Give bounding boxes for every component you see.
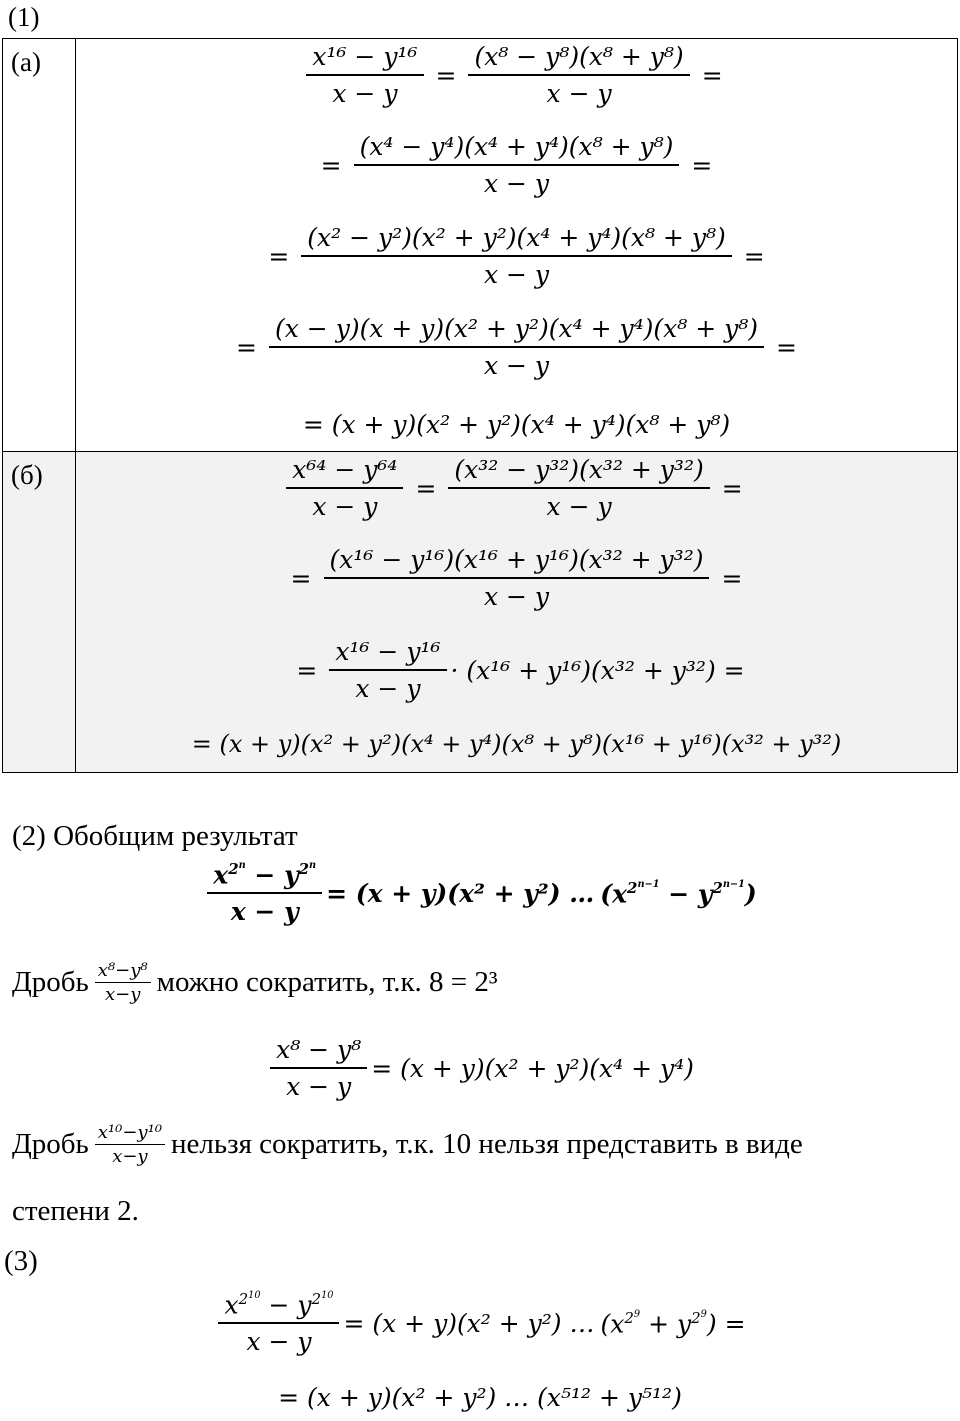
- fraction: $\frac{\text{x¹⁶ − y¹⁶}}{x - y}$: [306, 42, 423, 108]
- part-b-line-3: = $\frac{\text{x¹⁶ − y¹⁶}}{x - y}$ · (x¹⁶ + y¹⁶)(x³² + y³²) =: [296, 637, 745, 703]
- section-3-label: (3): [4, 1245, 38, 1277]
- part-b-label: (б): [11, 460, 43, 490]
- label-cell-b: [3, 452, 76, 773]
- part-b-line-4: = (x + y)(x² + y²)(x⁴ + y⁴)(x⁸ + y⁸)(x¹⁶ + y¹⁶)(x³² + y³²): [191, 730, 842, 758]
- fraction: $\frac{\text{x⁶⁴ − y⁶⁴}}{x - y}$: [286, 455, 403, 521]
- part-a-label: (а): [11, 47, 41, 77]
- fraction: $\frac{\text{x⁸ − y⁸}}{x - y}$: [270, 1035, 367, 1101]
- part-a-line-4: = $\frac{\text{(x − y)(x + y)(x² + y²)(x⁴ + y⁴)(x⁸ + y⁸)}}{x - y}$ =: [236, 314, 797, 380]
- drob-8-text: Дробь $\frac{\text{x⁸−y⁸}}{x-y}$ можно сократить, т.к. 8 = 2³: [12, 960, 498, 1005]
- fraction: $\frac{\text{(x² − y²)(x² + y²)(x⁴ + y⁴)(x⁸ + y⁸)}}{x - y}$: [301, 223, 731, 289]
- part-a-line-1: $\frac{\text{x¹⁶ − y¹⁶}}{x - y}$ = $\frac{\text{(x⁸ − y⁸)(x⁸ + y⁸)}}{x - y}$ =: [75, 42, 958, 108]
- fraction: $\frac{x^{2^n} - y^{2^n}}{x - y}$: [207, 860, 322, 926]
- fraction: $\frac{\text{(x¹⁶ − y¹⁶)(x¹⁶ + y¹⁶)(x³² + y³²)}}{x - y}$: [324, 545, 710, 611]
- eq-8: $\frac{\text{x⁸ − y⁸}}{x - y}$ = (x + y)(x² + y²)(x⁴ + y⁴): [0, 1035, 960, 1101]
- general-formula: $\frac{x^{2^n} - y^{2^n}}{x - y}$ = (x + y)(x² + y²) … $(x^{2^{n-1}} - y^{2^{n-1}})$: [0, 860, 960, 926]
- part-b-line-2: = $\frac{\text{(x¹⁶ − y¹⁶)(x¹⁶ + y¹⁶)(x³² + y³²)}}{x - y}$ =: [290, 545, 743, 611]
- drob-10-text: Дробь $\frac{\text{x¹⁰−y¹⁰}}{x-y}$ нельзя сократить, т.к. 10 нельзя представить в виде: [12, 1122, 803, 1167]
- fraction: $\frac{\text{x¹⁰−y¹⁰}}{x-y}$: [95, 1122, 165, 1167]
- part-a-line-2: = $\frac{\text{(x⁴ − y⁴)(x⁴ + y⁴)(x⁸ + y⁸)}}{x - y}$ =: [320, 132, 713, 198]
- part-a-line-5: = (x + y)(x² + y²)(x⁴ + y⁴)(x⁸ + y⁸): [302, 410, 731, 439]
- fraction: $\frac{\text{(x³² − y³²)(x³² + y³²)}}{x - y}$: [448, 455, 709, 521]
- fraction: $\frac{\text{(x⁸ − y⁸)(x⁸ + y⁸)}}{x - y}$: [468, 42, 689, 108]
- s3-line-1: $\frac{x^{2^{10}} - y^{2^{10}}}{x - y}$ = (x + y)(x² + y²) … $(x^{2^9} + y^{2^9})$ =: [0, 1290, 960, 1356]
- part-b-line-1: $\frac{\text{x⁶⁴ − y⁶⁴}}{x - y}$ = $\frac{\text{(x³² − y³²)(x³² + y³²)}}{x - y}$ =: [75, 455, 958, 521]
- section-1-label: (1): [8, 2, 40, 32]
- fraction: $\frac{x^{2^{10}} - y^{2^{10}}}{x - y}$: [218, 1290, 339, 1356]
- s3-line-2: = (x + y)(x² + y²) … (x⁵¹² + y⁵¹²): [278, 1383, 682, 1412]
- part-a-line-3: = $\frac{\text{(x² − y²)(x² + y²)(x⁴ + y⁴)(x⁸ + y⁸)}}{x - y}$ =: [268, 223, 765, 289]
- label-cell-a: [3, 39, 76, 452]
- fraction: $\frac{\text{(x⁴ − y⁴)(x⁴ + y⁴)(x⁸ + y⁸)}}{x - y}$: [354, 132, 680, 198]
- fraction: $\frac{\text{(x − y)(x + y)(x² + y²)(x⁴ + y⁴)(x⁸ + y⁸)}}{x - y}$: [269, 314, 764, 380]
- fraction: $\frac{\text{x⁸−y⁸}}{x-y}$: [95, 960, 151, 1005]
- fraction: $\frac{\text{x¹⁶ − y¹⁶}}{x - y}$: [329, 637, 446, 703]
- drob-10-text-line2: степени 2.: [12, 1195, 139, 1227]
- section-2-heading: (2) Обобщим результат: [12, 820, 298, 852]
